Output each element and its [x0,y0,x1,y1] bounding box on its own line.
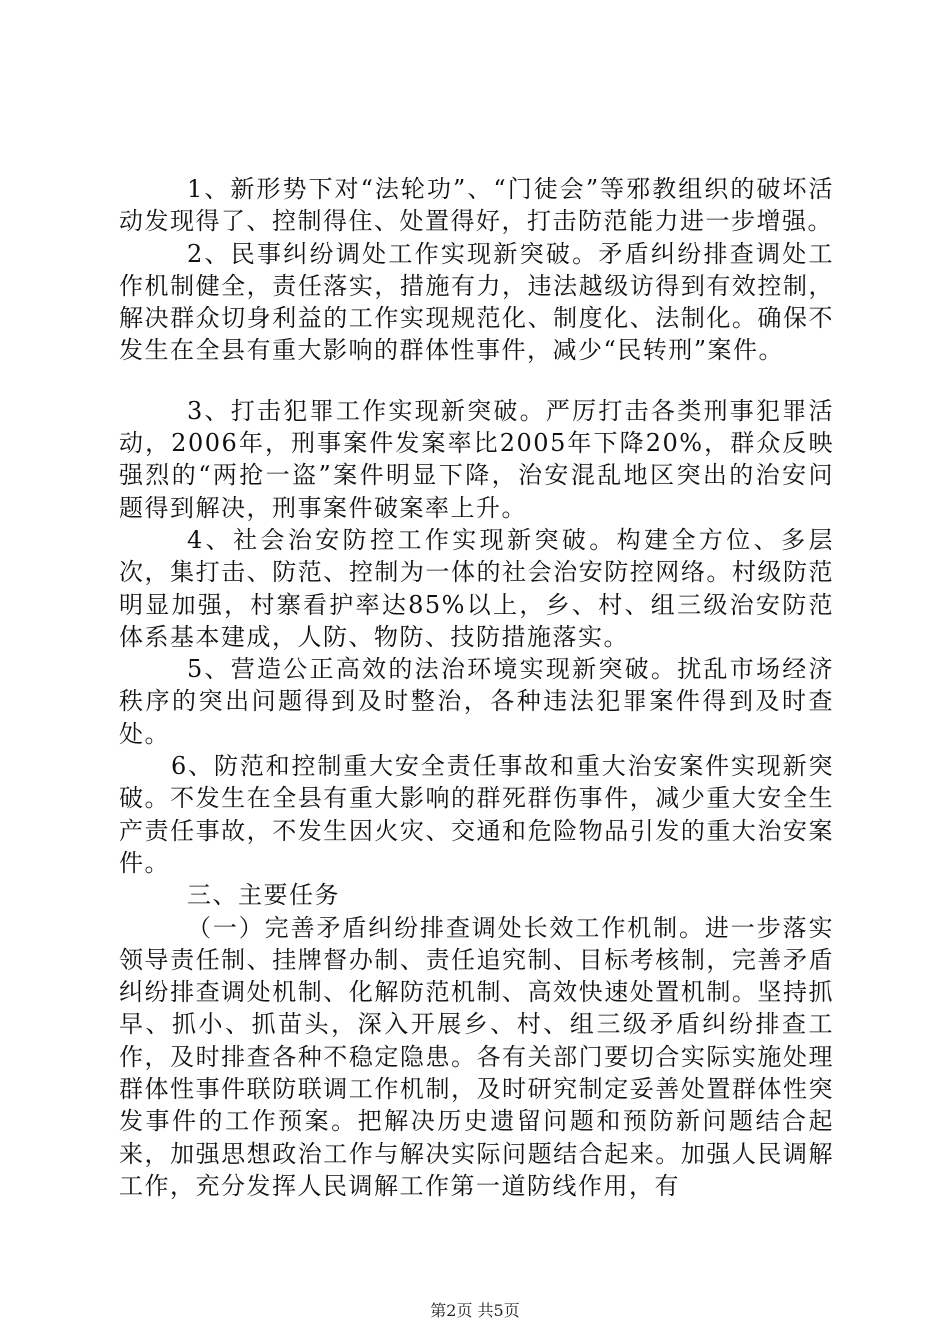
paragraph-2: 2、民事纠纷调处工作实现新突破。矛盾纠纷排查调处工作机制健全，责任落实，措施有力，违法越级访得到有效控制，解决群众切身利益的工作实现规范化、制度化、法制化。确保不发生在全县有重大影响的群体性事件，减少“民转刑”案件。 [119,239,834,365]
paragraph-7: （一）完善矛盾纠纷排查调处长效工作机制。进一步落实领导责任制、挂牌督办制、责任追究制、目标考核制，完善矛盾纠纷排查调处机制、化解防范机制、高效快速处置机制。坚持抓早、抓小、抓苗头，深入开展乡、村、组三级矛盾纠纷排查工作，及时排查各种不稳定隐患。各有关部门要切合实际实施处理群体性事件联防联调工作机制，及时研究制定妥善处置群体性突发事件的工作预案。把解决历史遗留问题和预防新问题结合起来，加强思想政治工作与解决实际问题结合起来。加强人民调解工作，充分发挥人民调解工作第一道防线作用，有 [119,913,834,1200]
page-number: 第2页 共5页 [430,1301,520,1320]
paragraph-1: 1、新形势下对“法轮功”、“门徒会”等邪教组织的破坏活动发现得了、控制得住、处置得好，打击防范能力进一步增强。 [119,175,834,236]
section-heading: 三、主要任务 [187,881,340,910]
paragraph-5: 5、营造公正高效的法治环境实现新突破。扰乱市场经济秩序的突出问题得到及时整治，各种违法犯罪案件得到及时查处。 [119,655,834,748]
paragraph-6: 6、防范和控制重大安全责任事故和重大治安案件实现新突破。不发生在全县有重大影响的群死群伤事件，减少重大安全生产责任事故，不发生因火灾、交通和危险物品引发的重大治安案件。 [119,752,834,877]
document-body [119,173,834,1202]
paragraph-3: 3、打击犯罪工作实现新突破。严厉打击各类刑事犯罪活动，2006年，刑事案件发案率比2005年下降20%，群众反映强烈的“两抢一盗”案件明显下降，治安混乱地区突出的治安问题得到解决，刑事案件破案率上升。 [119,396,834,522]
paragraph-4: 4、社会治安防控工作实现新突破。构建全方位、多层次，集打击、防范、控制为一体的社会治安防控网络。村级防范明显加强，村寨看护率达85%以上，乡、村、组三级治安防范体系基本建成，人防、物防、技防措施落实。 [119,525,834,651]
